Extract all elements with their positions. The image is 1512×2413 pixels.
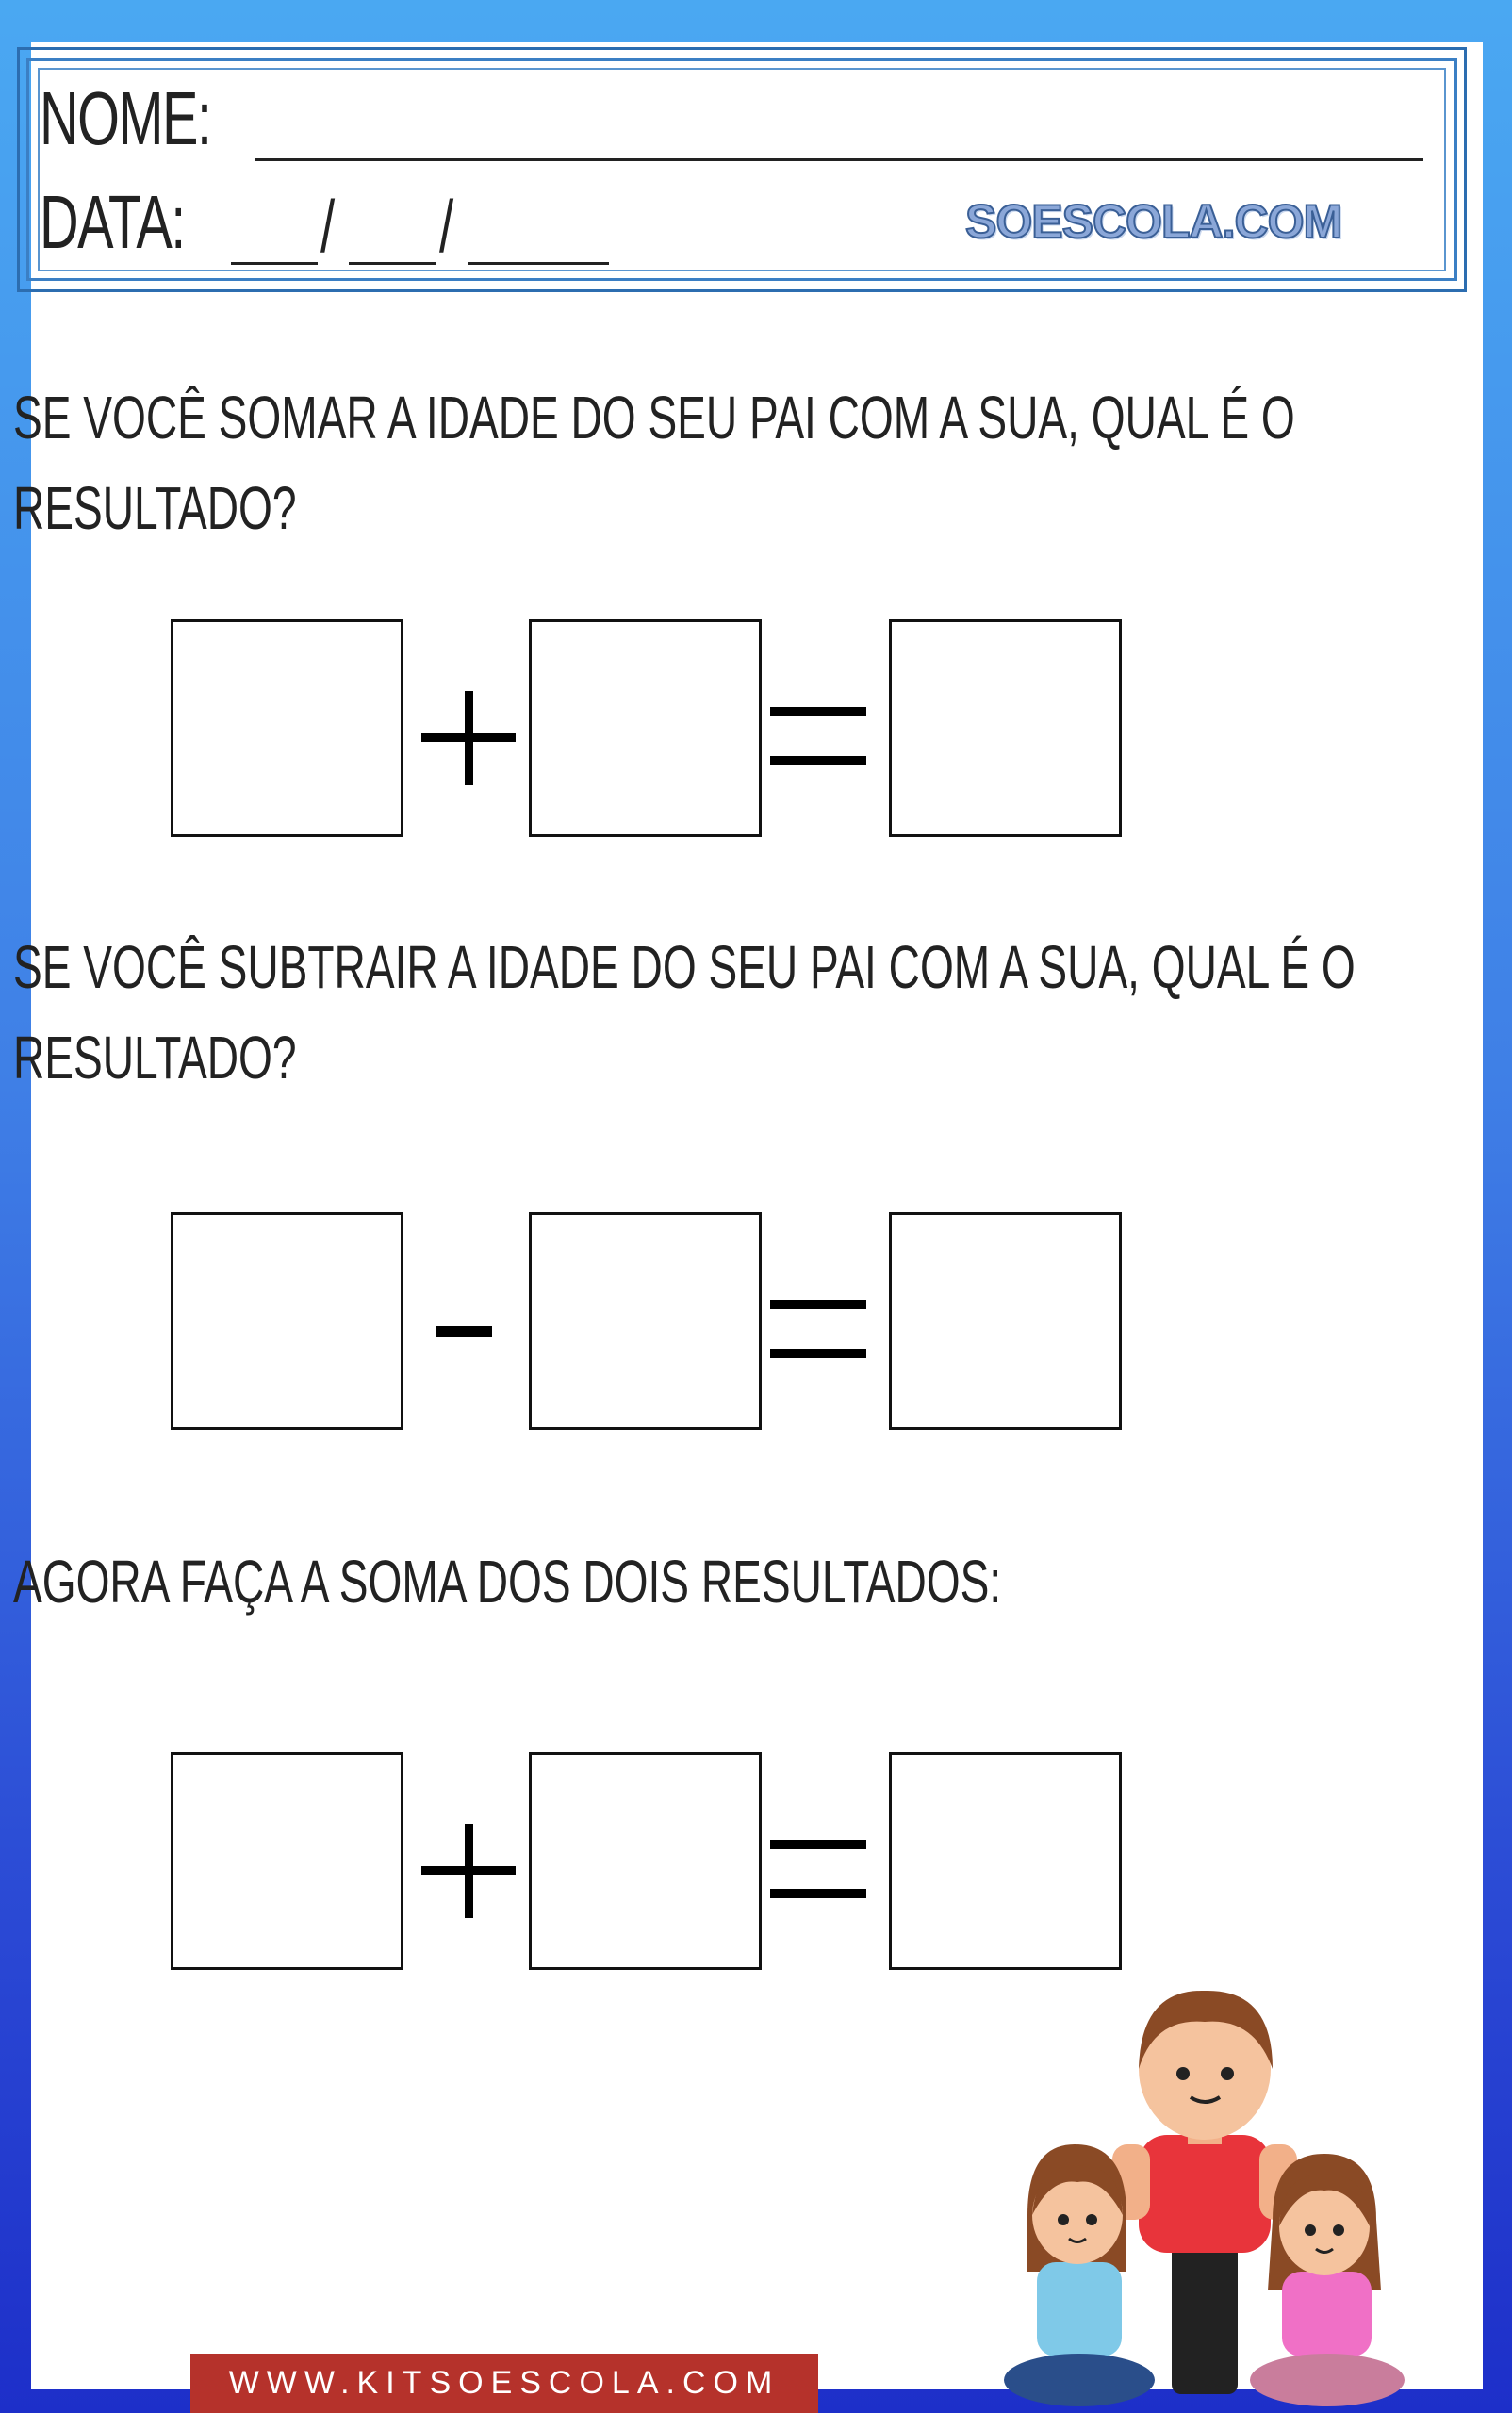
result-box[interactable] (889, 619, 1122, 837)
answer-box[interactable] (171, 1212, 403, 1430)
date-day-line[interactable] (231, 262, 318, 265)
date-year-line[interactable] (468, 262, 609, 265)
plus-icon-vertical (465, 691, 473, 785)
equals-icon-bottom (770, 1349, 866, 1358)
date-slash-1: / (320, 185, 336, 268)
site-logo: SOESCOLA.COM (965, 195, 1342, 248)
result-box[interactable] (889, 1752, 1122, 1970)
minus-icon (436, 1326, 492, 1337)
name-field-line[interactable] (255, 158, 1423, 161)
answer-box[interactable] (171, 1752, 403, 1970)
question-1-line2: RESULTADO? (13, 474, 297, 542)
answer-box[interactable] (529, 1212, 762, 1430)
question-1 (13, 372, 1295, 553)
date-label: DATA: (40, 180, 185, 264)
question-2-line2: RESULTADO? (13, 1024, 297, 1092)
equals-icon (770, 1300, 866, 1309)
plus-icon-vertical (465, 1824, 473, 1918)
name-label: NOME: (40, 76, 211, 160)
answer-box[interactable] (171, 619, 403, 837)
date-slash-2: / (439, 185, 454, 268)
equals-icon (770, 1840, 866, 1849)
date-month-line[interactable] (349, 262, 436, 265)
equals-icon-bottom (770, 1889, 866, 1898)
question-3 (13, 1536, 1001, 1627)
answer-box[interactable] (529, 1752, 762, 1970)
equals-icon-bottom (770, 756, 866, 765)
footer-url-banner[interactable]: WWW.KITSOESCOLA.COM (190, 2354, 818, 2413)
equals-icon (770, 707, 866, 716)
question-2 (13, 922, 1356, 1103)
question-3-line1: AGORA FAÇA A SOMA DOS DOIS RESULTADOS: (13, 1548, 1002, 1616)
family-illustration-icon (999, 1979, 1414, 2413)
question-2-line1: SE VOCÊ SUBTRAIR A IDADE DO SEU PAI COM A SUA, QUAL É O (13, 933, 1356, 1001)
question-1-line1: SE VOCÊ SOMAR A IDADE DO SEU PAI COM A SUA, QUAL É O (13, 384, 1295, 451)
answer-box[interactable] (529, 619, 762, 837)
result-box[interactable] (889, 1212, 1122, 1430)
father-figure (1112, 1991, 1297, 2394)
